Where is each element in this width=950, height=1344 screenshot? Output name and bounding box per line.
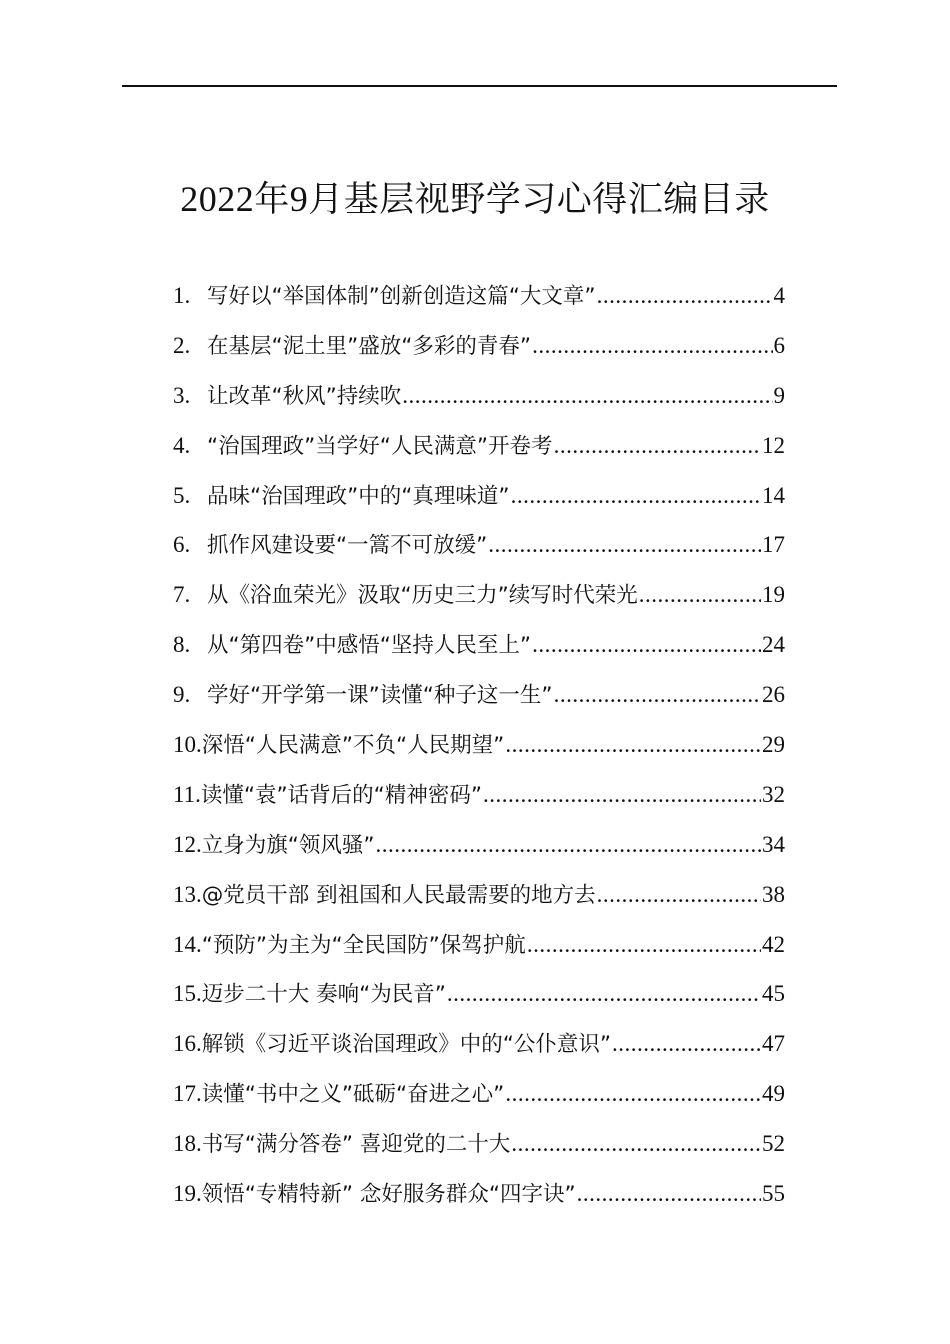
- toc-entry[interactable]: [173, 878, 785, 928]
- table-of-contents: [173, 279, 785, 1227]
- toc-entry-title[interactable]: 品味“治国理政”中的“真理味道”: [207, 483, 510, 509]
- toc-entry-title[interactable]: 领悟“专精特新” 念好服务群众“四字诀”: [201, 1182, 576, 1208]
- toc-dot-leader: [505, 1081, 761, 1107]
- toc-entry-page: 49: [762, 1081, 785, 1107]
- toc-entry-page: 6: [773, 332, 785, 358]
- toc-entry-title[interactable]: 从《浴血荣光》汲取“历史三力”续写时代荣光: [207, 583, 638, 609]
- toc-dot-leader: [612, 1031, 761, 1057]
- toc-entry-number: 11.: [173, 781, 201, 807]
- toc-entry-number: 17.: [173, 1081, 202, 1107]
- toc-entry-title[interactable]: 深悟“人民满意”不负“人民期望”: [201, 733, 505, 759]
- toc-entry-page: 42: [762, 931, 785, 957]
- toc-entry-number: 6.: [173, 532, 191, 558]
- toc-entry[interactable]: [173, 1077, 785, 1127]
- toc-entry-number: 3.: [173, 382, 191, 408]
- toc-entry[interactable]: [173, 628, 785, 678]
- toc-entry[interactable]: [173, 429, 785, 479]
- toc-entry-number: 5.: [173, 482, 191, 508]
- toc-entry[interactable]: [173, 578, 785, 628]
- toc-entry[interactable]: [173, 828, 785, 878]
- toc-dot-leader: [532, 333, 772, 359]
- title-year: 2022: [180, 179, 255, 219]
- toc-entry-page: 45: [762, 981, 785, 1007]
- toc-entry-title[interactable]: 让改革“秋风”持续吹: [207, 383, 402, 409]
- toc-entry-page: 32: [762, 781, 785, 807]
- toc-entry[interactable]: [173, 678, 785, 728]
- toc-entry-page: 17: [762, 532, 785, 558]
- toc-dot-leader: [483, 782, 761, 808]
- toc-dot-leader: [376, 832, 761, 858]
- toc-dot-leader: [511, 1131, 761, 1157]
- toc-entry-title[interactable]: @党员干部 到祖国和人民最需要的地方去: [201, 882, 596, 908]
- toc-entry[interactable]: [173, 977, 785, 1027]
- toc-dot-leader: [511, 483, 761, 509]
- toc-entry-title[interactable]: 学好“开学第一课”读懂“种子这一生”: [207, 683, 553, 709]
- toc-entry-page: 19: [762, 582, 785, 608]
- toc-entry[interactable]: [173, 778, 785, 828]
- toc-entry-number: 8.: [173, 632, 191, 658]
- toc-entry-page: 52: [762, 1131, 785, 1157]
- toc-entry-title[interactable]: 立身为旗“领风骚”: [201, 832, 375, 858]
- toc-entry-number: 18.: [173, 1131, 202, 1157]
- toc-entry-number: 12.: [173, 831, 202, 857]
- toc-entry-title[interactable]: 读懂“书中之义”砥砺“奋进之心”: [201, 1082, 505, 1108]
- toc-entry-page: 47: [762, 1031, 785, 1057]
- toc-dot-leader: [532, 632, 761, 658]
- toc-entry-number: 9.: [173, 682, 191, 708]
- toc-entry-number: 1.: [173, 283, 191, 308]
- toc-entry[interactable]: [173, 528, 785, 578]
- toc-entry-number: 7.: [173, 582, 191, 608]
- toc-dot-leader: [597, 283, 773, 309]
- toc-entry-title[interactable]: 从“第四卷”中感悟“坚持人民至上”: [207, 633, 532, 659]
- toc-dot-leader: [488, 532, 761, 558]
- toc-entry-page: 55: [762, 1181, 785, 1207]
- toc-entry-title[interactable]: 迈步二十大 奏响“为民音”: [201, 982, 446, 1008]
- toc-entry-number: 15.: [173, 981, 202, 1007]
- toc-entry-title[interactable]: “预防”为主为“全民国防”保驾护航: [201, 932, 526, 958]
- toc-dot-leader: [554, 433, 761, 459]
- toc-entry-title[interactable]: 书写“满分答卷” 喜迎党的二十大: [201, 1132, 511, 1158]
- header-rule: [122, 85, 837, 87]
- toc-entry-title[interactable]: 写好以“举国体制”创新创造这篇“大文章”: [207, 284, 596, 309]
- toc-entry[interactable]: [173, 728, 785, 778]
- toc-entry-page: 9: [773, 382, 785, 408]
- toc-entry[interactable]: [173, 479, 785, 529]
- toc-entry-number: 16.: [173, 1031, 202, 1057]
- toc-entry-number: 2.: [173, 332, 191, 358]
- toc-entry-title[interactable]: “治国理政”当学好“人民满意”开卷考: [207, 433, 553, 459]
- toc-entry[interactable]: [173, 1127, 785, 1177]
- toc-entry[interactable]: [173, 1177, 785, 1227]
- title-year-suffix: 年: [254, 180, 290, 220]
- toc-entry[interactable]: [173, 928, 785, 978]
- toc-dot-leader: [447, 981, 761, 1007]
- toc-entry[interactable]: [173, 279, 785, 329]
- toc-entry[interactable]: [173, 1027, 785, 1077]
- toc-entry-number: 13.: [173, 881, 202, 907]
- toc-entry-number: 10.: [173, 732, 202, 758]
- toc-entry-page: 26: [762, 682, 785, 708]
- toc-dot-leader: [402, 383, 772, 409]
- toc-entry-page: 34: [762, 831, 785, 857]
- toc-dot-leader: [639, 582, 761, 608]
- toc-entry-page: 38: [762, 881, 785, 907]
- toc-dot-leader: [527, 932, 761, 958]
- toc-entry-title[interactable]: 读懂“袁”话背后的“精神密码”: [200, 782, 482, 808]
- page-title: [0, 176, 950, 223]
- toc-entry-page: 24: [762, 632, 785, 658]
- toc-dot-leader: [577, 1181, 761, 1207]
- toc-entry[interactable]: [173, 329, 785, 379]
- toc-entry-page: 12: [762, 432, 785, 458]
- title-month: 9: [289, 179, 309, 219]
- toc-entry-page: 29: [762, 732, 785, 758]
- toc-dot-leader: [597, 882, 761, 908]
- toc-entry-title[interactable]: 解锁《习近平谈治国理政》中的“公仆意识”: [201, 1032, 612, 1058]
- toc-dot-leader: [505, 732, 761, 758]
- toc-entry-number: 19.: [173, 1181, 202, 1207]
- toc-entry-number: 14.: [173, 931, 202, 957]
- toc-dot-leader: [554, 682, 761, 708]
- toc-entry-title[interactable]: 在基层“泥土里”盛放“多彩的青春”: [207, 333, 532, 359]
- toc-entry-page: 4: [773, 283, 785, 308]
- toc-entry[interactable]: [173, 379, 785, 429]
- toc-entry-title[interactable]: 抓作风建设要“一篙不可放缓”: [207, 533, 488, 559]
- toc-entry-number: 4.: [173, 432, 191, 458]
- title-text: 月基层视野学习心得汇编目录: [308, 180, 770, 220]
- toc-entry-page: 14: [762, 482, 785, 508]
